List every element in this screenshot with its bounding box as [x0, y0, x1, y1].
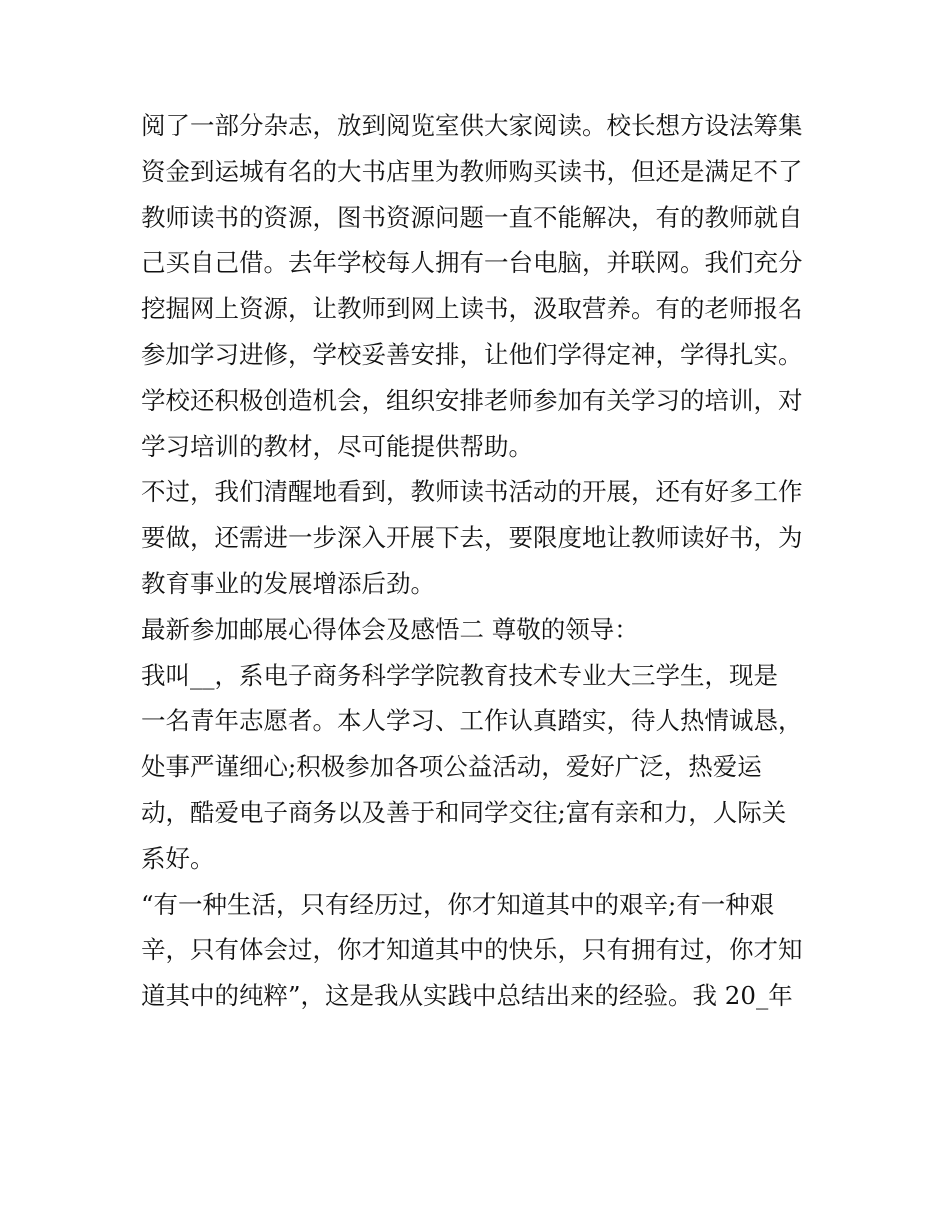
text-line: 要做，还需进一步深入开展下去，要限度地让教师读好书，为	[141, 523, 803, 553]
text-line: 处事严谨细心;积极参加各项公益活动，爱好广泛，热爱运	[141, 752, 762, 782]
text-line: 我叫__，系电子商务科学学院教育技术专业大三学生，现是	[141, 660, 778, 690]
text-line: 动，酷爱电子商务以及善于和同学交往;富有亲和力，人际关	[141, 797, 787, 827]
text-line: 道其中的纯粹”，这是我从实践中总结出来的经验。我 20_年	[141, 981, 793, 1011]
text-line: 挖掘网上资源，让教师到网上读书，汲取营养。有的老师报名	[141, 294, 803, 324]
text-line: 参加学习进修，学校妥善安排，让他们学得定神，学得扎实。	[141, 339, 803, 369]
text-line: 教育事业的发展增添后劲。	[141, 568, 435, 598]
section-heading: 最新参加邮展心得体会及感悟二 尊敬的领导：	[141, 614, 639, 644]
text-line: 学校还积极创造机会，组织安排老师参加有关学习的培训，对	[141, 385, 803, 415]
document-body	[141, 103, 821, 1019]
text-line: 资金到运城有名的大书店里为教师购买读书，但还是满足不了	[141, 156, 803, 186]
text-line: 教师读书的资源，图书资源问题一直不能解决，有的教师就自	[141, 202, 803, 232]
text-line: 己买自己借。去年学校每人拥有一台电脑，并联网。我们充分	[141, 248, 803, 278]
text-line: 不过，我们清醒地看到，教师读书活动的开展，还有好多工作	[141, 477, 803, 507]
text-line: 阅了一部分杂志，放到阅览室供大家阅读。校长想方设法筹集	[141, 111, 803, 140]
text-line: 一名青年志愿者。本人学习、工作认真踏实，待人热情诚恳，	[141, 706, 803, 736]
text-line: 学习培训的教材，尽可能提供帮助。	[141, 431, 533, 461]
text-line: “有一种生活，只有经历过，你才知道其中的艰辛;有一种艰	[141, 889, 775, 919]
text-line: 系好。	[141, 843, 215, 873]
text-line: 辛，只有体会过，你才知道其中的快乐，只有拥有过，你才知	[141, 935, 803, 965]
